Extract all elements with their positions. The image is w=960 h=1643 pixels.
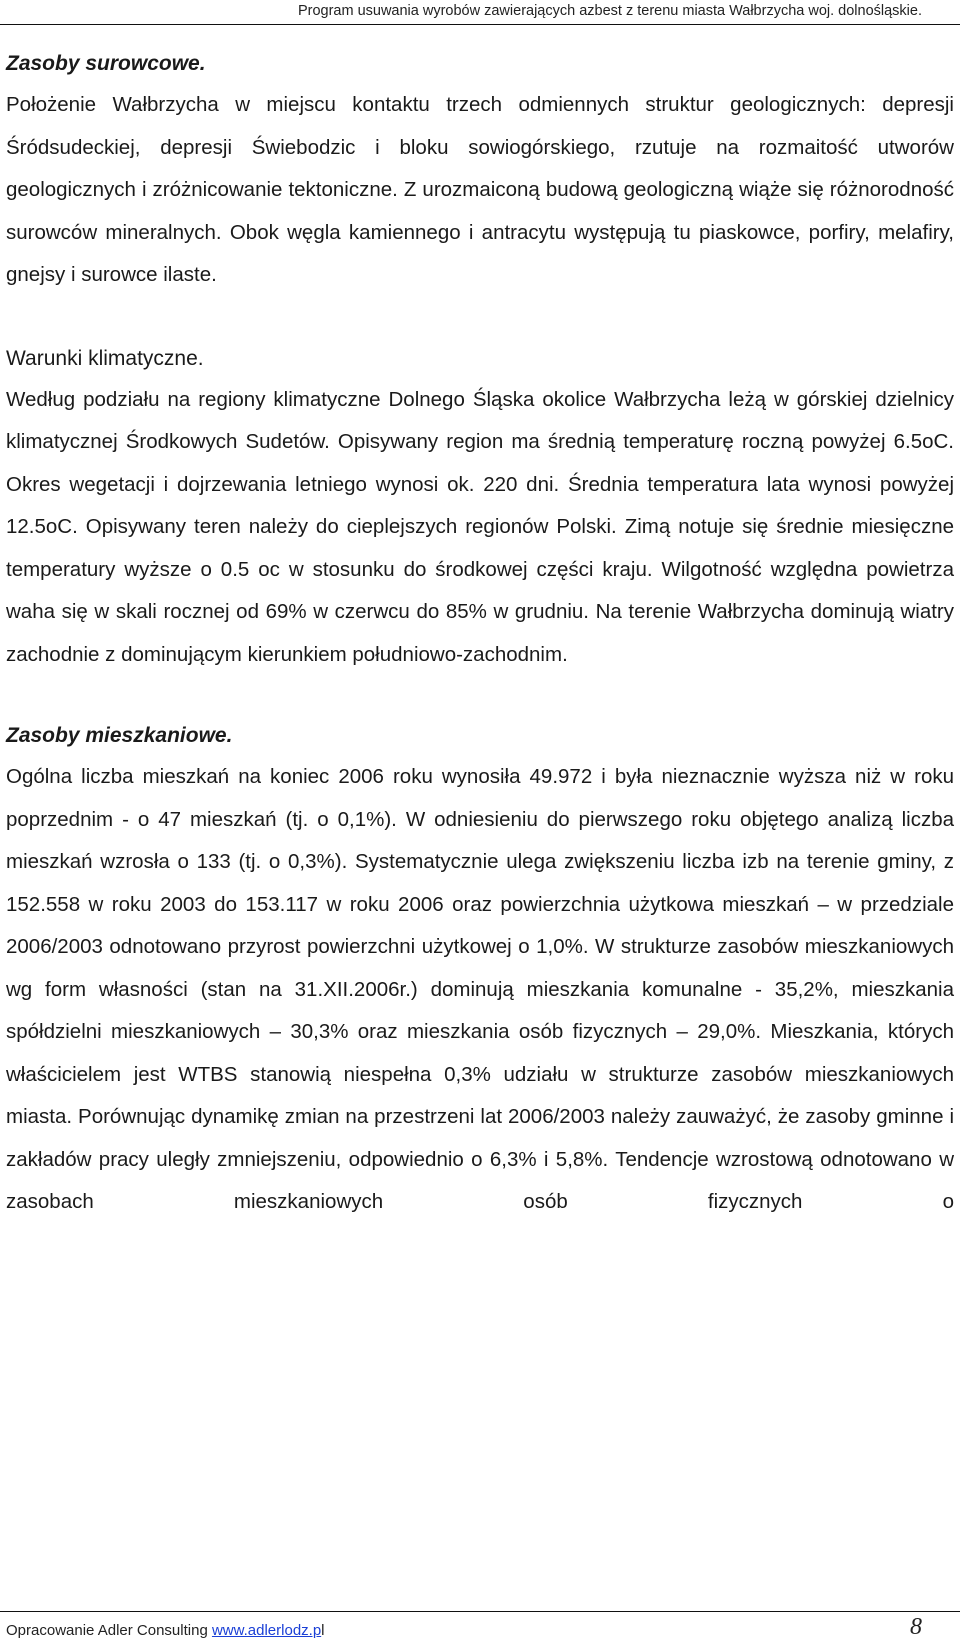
section-heading: Zasoby surowcowe. [6,52,206,75]
footer-website-link[interactable]: www.adlerlodz.p [211,1622,322,1639]
section-heading: Zasoby mieszkaniowe. [6,724,233,747]
footer-credit [6,1622,325,1639]
page-header [0,0,960,25]
section-housing [6,716,954,1224]
section-paragraph: Według podziału na regiony klimatyczne Dolnego Śląska okolice Wałbrzycha leżą w górskiej dzielnicy klimatycznej Środkowych Sudetów. Opisywany region ma średnią temperaturę roczną powyżej 6.5oC. Okres wegetacji i dojrzewania letniego wynosi ok. 220 dni. Średnia temperatura lata wynosi powyżej 12.5oC. Opisywany teren należy do cieplejszych regionów Polski. Zimą notuje się średnie miesięczne temperatury wyższe o 0.5 oc w stosunku do środkowej części kraju. Wilgotność względna powietrza waha się w skali rocznej od 69% w czerwcu do 85% w grudniu. Na terenie Wałbrzycha dominują wiatry zachodnie z dominującym kierunkiem południowo-zachodnim. [6,387,954,666]
section-paragraph: Ogólna liczba mieszkań na koniec 2006 roku wynosiła 49.972 i była nieznacznie wyższa niż w roku poprzednim - o 47 mieszkań (tj. o 0,1%). W odniesieniu do pierwszego roku objętego analizą liczba mieszkań wzrosła o 133 (tj. o 0,3%). Systematycznie ulega zwiększeniu liczba izb na terenie gminy, z 152.558 w roku 2003 do 153.117 w roku 2006 oraz powierzchnia użytkowa mieszkań – w przedziale 2006/2003 odnotowano przyrost powierzchni użytkowej o 1,0%. W strukturze zasobów mieszkaniowych wg form własności (stan na 31.XII.2006r.) dominują mieszkania komunalne - 35,2%, mieszkania spółdzielni mieszkaniowych – 30,3% oraz mieszkania osób fizycznych – 29,0%. Mieszkania, których właścicielem jest WTBS stanowią niespełna 0,3% udziału w strukturze zasobów mieszkaniowych miasta. Porównując dynamikę zmian na przestrzeni lat 2006/2003 należy zauważyć, że zasoby gminne i zakładów pracy uległy zmniejszeniu, odpowiednio o 6,3% i 5,8%. Tendencje wzrostową odnotowano w zasobach mieszkaniowych osób fizycznych o [6,765,954,1213]
header-title: Program usuwania wyrobów zawierających azbest z terenu miasta Wałbrzycha woj. dolnośląskie. [297,3,922,19]
footer-prefix: Opracowanie Adler Consulting [6,1622,212,1639]
document-body [6,44,954,1224]
section-paragraph: Położenie Wałbrzycha w miejscu kontaktu trzech odmiennych struktur geologicznych: depresji Śródsudeckiej, depresji Świebodzic i bloku sowiogórskiego, rzutuje na rozmaitość utworów geologicznych i zróżnicowanie tektoniczne. Z urozmaiconą budową geologiczną wiąże się różnorodność surowców mineralnych. Obok węgla kamiennego i antracytu występują tu piaskowce, porfiry, melafiry, gnejsy i surowce ilaste. [6,93,954,286]
spacer [6,676,954,716]
section-heading: Warunki klimatyczne. [6,346,204,370]
page-footer [0,1611,960,1643]
page-number: 8 [910,1614,922,1640]
footer-suffix: l [321,1622,325,1639]
section-raw-materials [6,44,954,297]
section-climate [6,339,954,677]
spacer [6,297,954,339]
